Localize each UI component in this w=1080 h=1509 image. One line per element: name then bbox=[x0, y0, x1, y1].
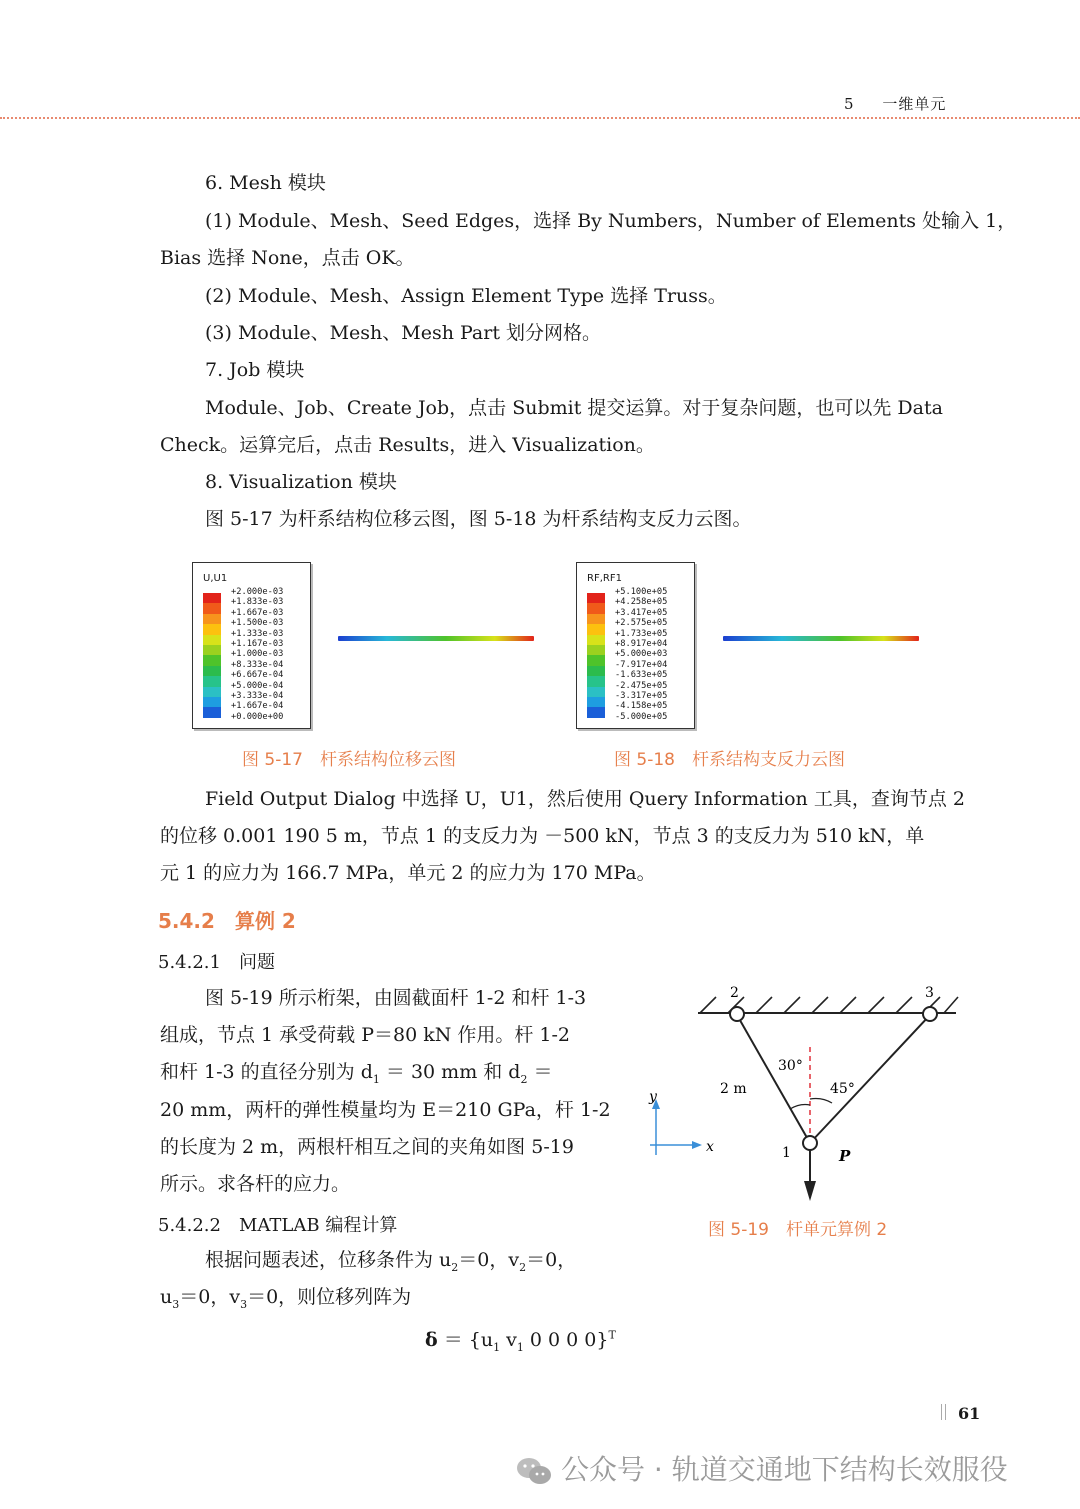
paragraph-line: (1) Module、Mesh、Seed Edges，选择 By Numbers，Number of Elements 处输入 1， bbox=[205, 210, 1017, 232]
subscript: 1 bbox=[516, 1340, 524, 1354]
heading-visualization: 8. Visualization 模块 bbox=[205, 471, 397, 493]
running-header bbox=[844, 93, 946, 114]
chapter-title: 一维单元 bbox=[882, 95, 947, 113]
legend-color-swatch bbox=[203, 676, 221, 686]
legend-label: +2.575e+05 bbox=[615, 618, 668, 629]
paragraph-line: 图 5-17 为杆系结构位移云图，图 5-18 为杆系结构支反力云图。 bbox=[205, 508, 752, 530]
paragraph-line: 20 mm，两杆的弹性模量均为 E＝210 GPa，杆 1-2 bbox=[160, 1099, 611, 1121]
load-arrow-head bbox=[804, 1181, 816, 1201]
angle-arc-30 bbox=[790, 1105, 810, 1110]
legend-label: +1.667e-04 bbox=[231, 701, 284, 712]
equation-text: 0 0 0 0} bbox=[523, 1329, 609, 1351]
header-rule bbox=[0, 117, 1080, 119]
node-1-label: 1 bbox=[782, 1145, 791, 1161]
page-number-marker bbox=[941, 1404, 946, 1420]
fig18-legend-labels bbox=[615, 587, 667, 722]
legend-color-swatch bbox=[203, 655, 221, 665]
legend-label: +1.500e-03 bbox=[231, 618, 284, 629]
bar-1-2 bbox=[737, 1015, 810, 1143]
fig19-caption: 图 5-19 杆单元算例 2 bbox=[708, 1220, 888, 1240]
paragraph-line bbox=[205, 1249, 576, 1279]
fig17-caption: 图 5-17 杆系结构位移云图 bbox=[242, 750, 456, 770]
legend-color-swatch bbox=[587, 603, 605, 613]
legend-color-swatch bbox=[203, 624, 221, 634]
legend-label: +5.000e-04 bbox=[231, 680, 284, 691]
legend-label: +1.833e-03 bbox=[231, 597, 284, 608]
legend-color-swatch bbox=[587, 645, 605, 655]
legend-label: +5.000e+03 bbox=[615, 649, 668, 660]
subsection-matlab: 5.4.2.2 MATLAB 编程计算 bbox=[158, 1215, 398, 1236]
heading-job: 7. Job 模块 bbox=[205, 359, 305, 381]
paragraph-line: 所示。求各杆的应力。 bbox=[160, 1173, 351, 1195]
legend-label: +1.167e-03 bbox=[231, 638, 284, 649]
fig19-truss-diagram bbox=[640, 975, 970, 1210]
legend-label: +4.258e+05 bbox=[615, 597, 668, 608]
legend-label: +1.733e+05 bbox=[615, 628, 668, 639]
displacement-equation bbox=[425, 1325, 616, 1354]
legend-color-swatch bbox=[587, 593, 605, 603]
text-run: 根据问题表述，位移条件为 u bbox=[205, 1249, 452, 1271]
watermark-text: 公众号 · 轨道交通地下结构长效服役 bbox=[561, 1453, 1008, 1486]
legend-label: +6.667e-04 bbox=[231, 670, 284, 681]
legend-label: +5.100e+05 bbox=[615, 587, 668, 597]
legend-label: -5.000e+05 bbox=[615, 711, 668, 722]
subscript: 2 bbox=[519, 1260, 527, 1274]
subsection-problem: 5.4.2.1 问题 bbox=[158, 952, 275, 973]
legend-label: +8.917e+04 bbox=[615, 638, 668, 649]
legend-color-swatch bbox=[587, 624, 605, 634]
legend-label: +1.333e-03 bbox=[231, 628, 284, 639]
paragraph-line: 元 1 的应力为 166.7 MPa，单元 2 的应力为 170 MPa。 bbox=[160, 862, 656, 884]
legend-color-swatch bbox=[587, 635, 605, 645]
fig17-legend-labels bbox=[231, 587, 283, 722]
paragraph-line: Check。运算完后，点击 Results，进入 Visualization。 bbox=[160, 434, 655, 456]
section-heading: 5.4.2 算例 2 bbox=[158, 909, 296, 933]
fig17-legend bbox=[192, 562, 311, 729]
node-3-label: 3 bbox=[925, 985, 934, 1001]
legend-label: +0.000e+00 bbox=[231, 711, 284, 722]
text-run: ＝0， bbox=[526, 1249, 577, 1271]
angle-30-label: 30° bbox=[778, 1058, 803, 1074]
subscript: 2 bbox=[451, 1260, 459, 1274]
chapter-number: 5 bbox=[844, 95, 855, 113]
legend-label: +3.333e-04 bbox=[231, 690, 284, 701]
paragraph-line: Module、Job、Create Job，点击 Submit 提交运算。对于复杂问题，也可以先 Data bbox=[205, 397, 943, 419]
legend-color-swatch bbox=[203, 687, 221, 697]
legend-label: -4.158e+05 bbox=[615, 701, 668, 712]
fig18-color-scale bbox=[587, 593, 605, 718]
node-1 bbox=[803, 1136, 817, 1150]
paragraph-line: 图 5-19 所示桁架，由圆截面杆 1-2 和杆 1-3 bbox=[205, 987, 587, 1009]
legend-label: +2.000e-03 bbox=[231, 587, 284, 597]
fig18-caption: 图 5-18 杆系结构支反力云图 bbox=[614, 750, 845, 770]
legend-color-swatch bbox=[587, 676, 605, 686]
x-axis-label: x bbox=[706, 1139, 714, 1155]
legend-color-swatch bbox=[203, 697, 221, 707]
node-2-label: 2 bbox=[730, 985, 739, 1001]
node-2 bbox=[730, 1007, 744, 1021]
superscript: T bbox=[608, 1328, 616, 1342]
legend-label: +8.333e-04 bbox=[231, 659, 284, 670]
equation-text: v bbox=[500, 1329, 517, 1351]
subscript: 3 bbox=[172, 1297, 180, 1311]
load-label: P bbox=[839, 1147, 851, 1165]
length-label: 2 m bbox=[720, 1081, 747, 1097]
legend-color-swatch bbox=[587, 687, 605, 697]
legend-label: -1.633e+05 bbox=[615, 670, 668, 681]
x-axis-arrow bbox=[692, 1141, 702, 1149]
paragraph-line: 的长度为 2 m，两根杆相互之间的夹角如图 5-19 bbox=[160, 1136, 574, 1158]
fig17-legend-title: U,U1 bbox=[203, 573, 228, 584]
text-run: 和杆 1-3 的直径分别为 d bbox=[160, 1061, 373, 1083]
legend-color-swatch bbox=[203, 635, 221, 645]
paragraph-line: (3) Module、Mesh、Mesh Part 划分网格。 bbox=[205, 322, 601, 344]
paragraph-line: (2) Module、Mesh、Assign Element Type 选择 Truss。 bbox=[205, 285, 727, 307]
text-run: u bbox=[160, 1286, 173, 1308]
fig17-color-scale bbox=[203, 593, 221, 718]
text-run: ＝0，则位移列阵为 bbox=[247, 1286, 412, 1308]
equation-lhs: δ bbox=[425, 1329, 438, 1351]
subscript: 1 bbox=[493, 1340, 501, 1354]
paragraph-line: 的位移 0.001 190 5 m，节点 1 的支反力为 －500 kN，节点 3 的支反力为 510 kN，单 bbox=[160, 825, 925, 847]
legend-color-swatch bbox=[587, 614, 605, 624]
paragraph-line: 组成，节点 1 承受荷载 P＝80 kN 作用。杆 1-2 bbox=[160, 1024, 571, 1046]
paragraph-line: Field Output Dialog 中选择 U，U1，然后使用 Query Information 工具，查询节点 2 bbox=[205, 788, 965, 810]
fig17-truss-bar bbox=[338, 636, 534, 641]
legend-color-swatch bbox=[203, 645, 221, 655]
legend-label: +1.000e-03 bbox=[231, 649, 284, 660]
subscript: 1 bbox=[372, 1072, 380, 1086]
page-number: 61 bbox=[958, 1404, 981, 1423]
legend-color-swatch bbox=[203, 603, 221, 613]
legend-color-swatch bbox=[587, 697, 605, 707]
legend-color-swatch bbox=[203, 614, 221, 624]
legend-color-swatch bbox=[587, 655, 605, 665]
subscript: 2 bbox=[520, 1072, 528, 1086]
fig18-truss-bar bbox=[723, 636, 919, 641]
paragraph-line bbox=[160, 1061, 553, 1091]
legend-color-swatch bbox=[587, 707, 605, 717]
fig18-legend-title: RF,RF1 bbox=[587, 573, 622, 584]
paragraph-line bbox=[160, 1286, 411, 1316]
legend-label: +3.417e+05 bbox=[615, 607, 668, 618]
legend-label: -2.475e+05 bbox=[615, 680, 668, 691]
legend-label: +1.667e-03 bbox=[231, 607, 284, 618]
wechat-icon bbox=[515, 1456, 553, 1486]
legend-color-swatch bbox=[203, 666, 221, 676]
text-run: ＝0，v bbox=[179, 1286, 241, 1308]
legend-color-swatch bbox=[203, 707, 221, 717]
subscript: 3 bbox=[240, 1297, 248, 1311]
heading-mesh: 6. Mesh 模块 bbox=[205, 172, 326, 194]
y-axis-label: y bbox=[649, 1089, 657, 1105]
text-run: ＝ bbox=[527, 1061, 553, 1083]
legend-color-swatch bbox=[203, 593, 221, 603]
equation-text: ＝ {u bbox=[437, 1329, 494, 1351]
node-3 bbox=[923, 1007, 937, 1021]
legend-label: -3.317e+05 bbox=[615, 690, 668, 701]
paragraph-line: Bias 选择 None，点击 OK。 bbox=[160, 247, 415, 269]
legend-label: -7.917e+04 bbox=[615, 659, 668, 670]
legend-color-swatch bbox=[587, 666, 605, 676]
angle-arc-45 bbox=[810, 1099, 832, 1104]
watermark bbox=[515, 1448, 1008, 1488]
bar-1-3 bbox=[810, 1015, 930, 1143]
text-run: ＝ 30 mm 和 d bbox=[379, 1061, 521, 1083]
text-run: ＝0，v bbox=[458, 1249, 520, 1271]
angle-45-label: 45° bbox=[830, 1081, 855, 1097]
fig18-legend bbox=[576, 562, 695, 729]
